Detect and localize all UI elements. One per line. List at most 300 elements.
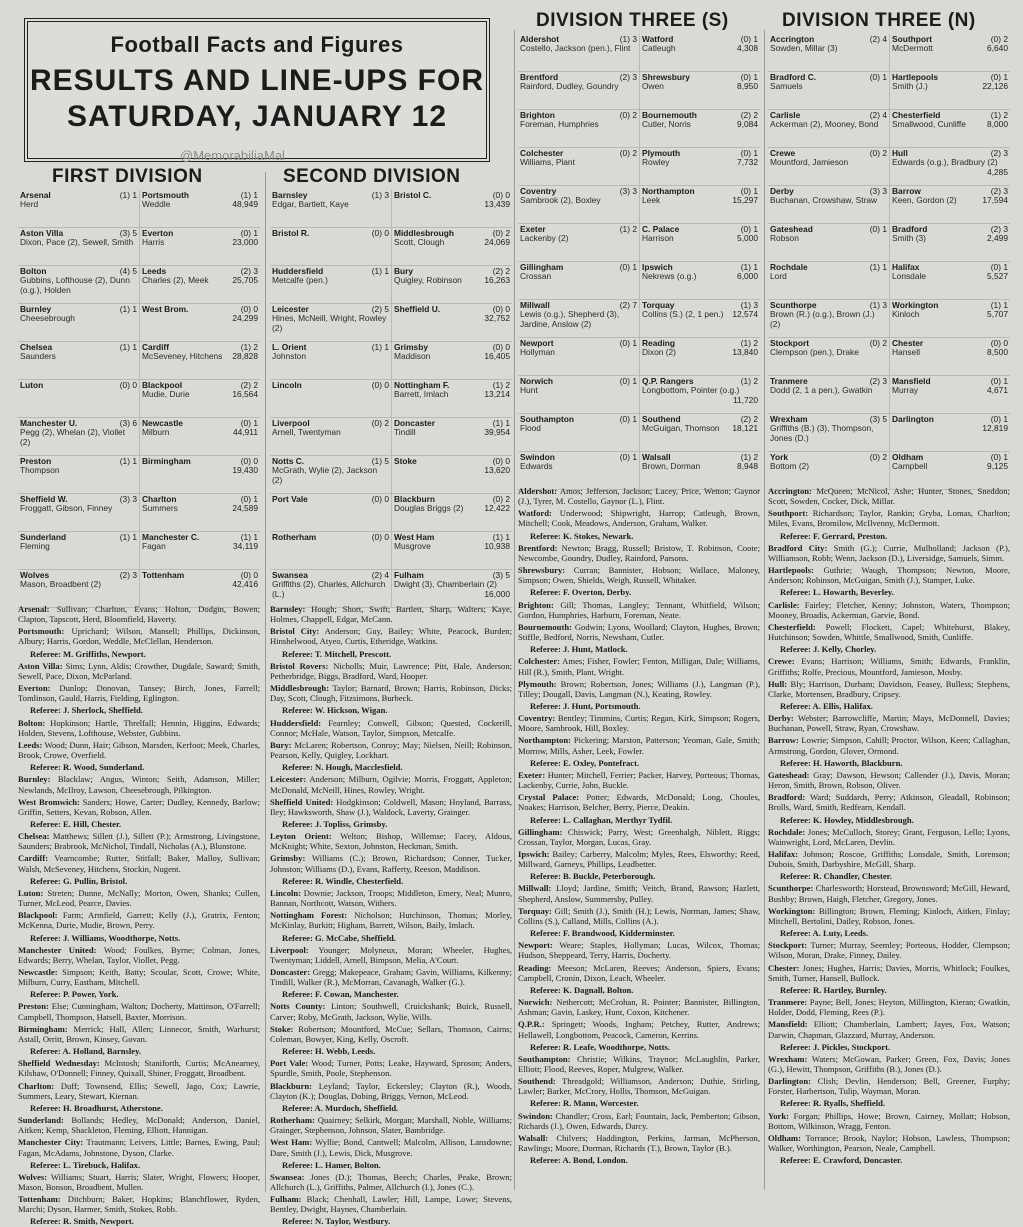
lineup-team: Gateshead: [768, 769, 810, 780]
result-row [270, 532, 512, 570]
result-row [18, 570, 260, 608]
result-row [18, 190, 260, 228]
referee-line: Referee: N. Hough, Macclesfield. [282, 762, 403, 773]
away-score: (0) 1 [990, 414, 1008, 424]
lineup-players: Curran; Bannister, Hobson; Wallace, Maloney, Simpson; Owen, Shields, Weigh, Russell, Whitaker. [518, 565, 760, 586]
lineup-players: Chilvers; Haddington, Perkins, Jarman, McPherson, Rawlings; Moore, Dorman, Richards (T.), Brown, Taylor (B.). [518, 1132, 760, 1154]
referee-line: Referee: K. Stokes, Newark. [530, 530, 634, 541]
home-scorers: Lackenby (2) [520, 233, 569, 244]
header-kicker: Football Facts and Figures [110, 32, 404, 57]
result-row [768, 224, 1010, 262]
referee-line: Referee: A. Ellis, Halifax. [780, 700, 873, 711]
lineup-players: Simpson; Keith, Batty; Scoular, Scott, Crowe; White, Milburn, Curry, Eastham, Mitchell. [18, 967, 260, 988]
lineup-players: Hopkinson; Hartle, Threlfall; Hennin, Higgins, Edwards; Holden, Stevens, Lofthouse, Webster, Gubbins. [18, 717, 260, 738]
third-s-division-lineups [518, 486, 760, 1194]
lineup-team: Swindon: [518, 1110, 553, 1121]
lineup-players: Uprichard; Wilson, Mansell; Phillips, Dickinson, Albury; Harris, Gordon, Weddle, McClellan, Henderson. [18, 626, 260, 647]
away-scorers: Milburn [142, 427, 170, 438]
lineup-team: Q.P.R.: [518, 1019, 545, 1030]
away-team-cell [889, 414, 1010, 451]
away-team-name: Newcastle [142, 418, 183, 428]
second-division-results [270, 190, 512, 600]
home-score: (2) 4 [869, 34, 887, 44]
away-team-cell [889, 148, 1010, 185]
lineup-team: Scunthorpe: [768, 883, 814, 894]
referee-line: Referee: G. Pullin, Bristol. [30, 875, 128, 886]
away-team-cell [391, 380, 512, 417]
lineup-entry [18, 967, 260, 987]
home-team-cell [518, 110, 639, 147]
lineup-team: Wolves: [18, 1171, 48, 1182]
lineup-entry [768, 679, 1010, 699]
lineup-entry [518, 849, 760, 869]
away-team-name: West Ham [394, 532, 435, 542]
lineup-entry [18, 831, 260, 851]
column-rule [265, 172, 266, 1192]
home-score: (1) 1 [119, 532, 137, 542]
away-score: (0) 0 [492, 190, 510, 200]
away-score: (1) 1 [492, 418, 510, 428]
home-scorers: Johnston [272, 351, 306, 362]
lineup-entry [18, 1172, 260, 1192]
home-team-cell [270, 342, 391, 379]
lineup-players: Newton; Bragg, Russell; Bristow, T. Robinson, Coote; Newcombe, Goundry, Dudley, Rainford, Parsons. [518, 542, 760, 563]
lineup-entry [518, 622, 760, 642]
lineup-players: Richardson; Taylor, Rankin; Gryba, Lomas, Charlton; Miles, Evans, Bromilow, McIlvenny, McDermott. [768, 508, 1010, 529]
lineup-players: Weare; Staples, Hollyman; Lucas, Wilcox, Thomas; Hudson, Sheppeard, Terry, Harris, Docherty. [518, 940, 760, 961]
home-team-cell [768, 262, 889, 299]
home-team-cell [18, 380, 139, 417]
away-scorers: Keen, Gordon (2) [892, 195, 957, 206]
home-scorers: McGrath, Wylie (2), Jackson (2) [272, 465, 378, 485]
home-team-cell [518, 224, 639, 261]
result-row [18, 494, 260, 532]
home-team-name: Scunthorpe [770, 300, 817, 310]
lineup-entry [768, 1054, 1010, 1074]
home-scorers: Costello, Jackson (pen.), Flint [520, 43, 631, 54]
away-team-cell [139, 494, 260, 531]
lineup-players: Ditchburn; Baker, Hopkins; Blanchflower, Ryden, Marchi; Dyson, Harmer, Smith, Stokes, Robb. [18, 1194, 260, 1215]
lineup-players: Forgan; Phillips, Howe; Brown, Cairney, Mollatt; Hobson, Bottom, Wilkinson, Wragg, Fenton. [768, 1110, 1010, 1131]
home-scorers: Clempson (pen.), Drake [770, 347, 859, 358]
lineup-entry [518, 600, 760, 620]
away-team-cell [391, 570, 512, 607]
referee-line: Referee: J. Sherlock, Sheffield. [30, 705, 143, 716]
lineup-entry [768, 508, 1010, 528]
away-team-cell [889, 262, 1010, 299]
result-row [768, 414, 1010, 452]
lineup-team: Charlton: [18, 1080, 55, 1091]
lineup-players: Bly; Harrison, Durham; Davidson, Feasey, Bulless; Stephens, Clarke, Mortensen, Bradbury, Cripsey. [768, 678, 1010, 699]
away-team-name: Bradford [892, 224, 928, 234]
lineup-team: Wrexham: [768, 1053, 808, 1064]
lineup-players: McQueen; McNicol, Ashe; Hunter, Stones, Sneddon; Scott, Sowden, Cocker, Dick, Millar. [768, 486, 1010, 507]
home-score: (1) 3 [869, 300, 887, 310]
referee-line: Referee: L. Tirebuck, Halifax. [30, 1159, 141, 1170]
referee-line: Referee: R. Hartley, Burnley. [780, 984, 887, 995]
lineup-players: Payne; Bell, Jones; Heyton, Millington, Kieran; Gwatkin, Holder, Dodd, Fleming, Rees (P.). [768, 997, 1010, 1018]
lineup-players: Ames; Fisher, Fowler; Fenton, Milligan, Dale; Williams, Hill (R.), Smith, Plant, Wright. [518, 656, 760, 677]
away-team-name: Darlington [892, 414, 934, 424]
attendance: 12,819 [982, 423, 1008, 434]
lineup-team: Darlington: [768, 1076, 811, 1087]
lineup-players: Downie; Jackson, Troops; Middleton, Emery, Neal; Munro, Bannan, Northcott, Watson, Withers. [270, 887, 512, 909]
lineup-players: McIntosh; Staniforth, Curtis; McAnearney, Kilshaw, O'Donnell; Finney, Quixall, Shiner, Froggatt, Broadbent. [18, 1058, 260, 1079]
lineup-players: Evans; Harrison; Williams, Smith; Edwards, Franklin, Griffiths; Rolfe, Precious, Mountford, Jamieson, Mosby. [768, 656, 1010, 677]
away-team-cell [391, 266, 512, 303]
lineup-team: Leyton Orient: [270, 831, 332, 842]
lineup-team: Leeds: [18, 739, 43, 750]
referee-line: Referee: L. Howarth, Beverley. [780, 587, 894, 598]
result-row [518, 262, 760, 300]
lineup-team: Everton: [18, 683, 51, 694]
home-score: (2) 3 [869, 376, 887, 386]
home-team-cell [518, 338, 639, 375]
lineup-team: Swansea: [270, 1171, 305, 1182]
away-scorers: Campbell [892, 461, 928, 472]
lineup-team: West Bromwich: [18, 796, 80, 807]
away-team-cell [639, 110, 760, 147]
away-team-name: Bournemouth [642, 110, 697, 120]
away-team-name: Watford [642, 34, 674, 44]
lineup-entry [768, 883, 1010, 903]
away-team-name: Portsmouth [142, 190, 189, 200]
home-scorers: Samuels [770, 81, 803, 92]
home-score: (0) 1 [869, 224, 887, 234]
lineup-players: Brown; Robertson, Jones; Williams (J.), Langman (P.), Tilley; Dougall, Davis, Langman (N.), Keating, Rowley. [518, 678, 760, 699]
lineup-team: Preston: [18, 1001, 49, 1012]
attendance: 7,732 [737, 157, 758, 168]
home-team-name: Derby [770, 186, 794, 196]
home-team-cell [18, 570, 139, 607]
away-scorers: Harrison [642, 233, 674, 244]
third-n-division-lineups [768, 486, 1010, 1194]
lineup-players: Gill; Thomas, Langley; Tennant, Whitfield, Wilson; Gordon, Humphries, Harburn, Foreman, Neate. [518, 599, 760, 620]
home-scorers: Brown (R.) (o.g.), Brown (J.) (2) [770, 309, 875, 329]
away-team-name: Grimsby [394, 342, 428, 352]
home-scorers: Sambrook (2), Boxley [520, 195, 601, 206]
away-team-name: Chesterfield [892, 110, 941, 120]
away-team-name: Birmingham [142, 456, 191, 466]
home-team-cell [768, 34, 889, 71]
away-score: (0) 1 [990, 376, 1008, 386]
home-team-cell [768, 300, 889, 337]
away-score: (0) 0 [240, 304, 258, 314]
third-n-division-title: DIVISION THREE (N) [782, 10, 976, 31]
home-scorers: Hines, McNeill, Wright, Rowley (2) [272, 313, 387, 333]
home-team-name: Swindon [520, 452, 555, 462]
away-score: (2) 3 [240, 266, 258, 276]
away-team-cell [639, 338, 760, 375]
home-team-cell [768, 452, 889, 489]
away-score: (0) 2 [492, 228, 510, 238]
lineup-players: Sanders; Howe, Carter; Dudley, Kennedy, Barlow; Griffin, Setters, Kevan, Robson, Allen. [18, 796, 260, 817]
away-team-cell [139, 532, 260, 569]
lineup-team: Grimsby: [270, 853, 306, 864]
home-team-name: Sunderland [20, 532, 67, 542]
away-score: (1) 1 [740, 262, 758, 272]
referee-line: Referee: P. Power, York. [30, 989, 119, 1000]
away-team-name: Fulham [394, 570, 424, 580]
home-scorers: Herd [20, 199, 39, 210]
away-scorers: Scott, Clough [394, 237, 445, 248]
home-team-cell [18, 532, 139, 569]
away-team-name: Blackburn [394, 494, 435, 504]
attendance: 9,125 [987, 461, 1008, 472]
lineup-team: Aldershot: [518, 486, 558, 496]
home-team-name: Accrington [770, 34, 815, 44]
home-score: (2) 5 [371, 304, 389, 314]
lineup-team: Barnsley: [270, 604, 306, 614]
home-score: (2) 4 [869, 110, 887, 120]
home-team-cell [18, 190, 139, 227]
lineup-players: Hough; Short, Swift; Bartlett, Sharp, Walters; Kaye, Holmes, Chappell, Edgar, McCann. [270, 604, 512, 625]
lineup-team: Huddersfield: [270, 717, 322, 728]
lineup-players: Johnson; Roscoe, Griffiths; Lonsdale, Smith, Lorenson; Dubois, Smith, Darbyshire, McGill, Sharp. [768, 849, 1010, 870]
away-scorers: Lonsdale [892, 271, 926, 282]
away-scorers: Charles (2), Meek [142, 275, 209, 286]
away-team-cell [391, 190, 512, 227]
home-score: (0) 2 [371, 418, 389, 428]
home-scorers: Flood [520, 423, 541, 434]
home-scorers: Froggatt, Gibson, Finney [20, 503, 113, 514]
result-row [518, 376, 760, 414]
lineup-entry [270, 1081, 512, 1101]
referee-line: Referee: R. Mann, Worcester. [530, 1098, 639, 1109]
home-scorers: Ackerman (2), Mooney, Bond [770, 119, 879, 130]
home-team-name: Tranmere [770, 376, 808, 386]
home-scorers: Rainford, Dudley, Goundry [520, 81, 619, 92]
away-team-cell [639, 186, 760, 223]
lineup-players: Billington; Brown, Fleming; Kinloch, Aitken, Finlay; Mitchell, Bertolini, Dailey, Robson, Jones. [768, 905, 1010, 926]
lineup-team: Bristol Rovers: [270, 660, 329, 671]
header-title-line2: SATURDAY, JANUARY 12 [66, 100, 448, 133]
away-scorers: Murray [892, 385, 919, 396]
away-scorers: Dixon (2) [642, 347, 676, 358]
home-team-name: Colchester [520, 148, 564, 158]
result-row [768, 148, 1010, 186]
home-team-name: Wolves [20, 570, 50, 580]
lineup-team: Southport: [768, 508, 809, 519]
attendance: 18,121 [732, 423, 758, 434]
away-team-cell [139, 266, 260, 303]
home-score: (0) 0 [371, 380, 389, 390]
lineup-players: Christie; Wilkins, Traynor; McLaughlin, Parker, Elliott; Flood, Reeves, Roper, Mulgrew, Walker. [518, 1053, 761, 1074]
home-score: (0) 2 [619, 148, 637, 158]
home-scorers: Hollyman [520, 347, 555, 358]
away-scorers: McGuigan, Thomson [642, 423, 720, 434]
away-score: (0) 1 [990, 72, 1008, 82]
lineup-players: Guthrie; Waugh, Thompson; Newton, Moore, Anderson; Robinson, McGuigan, Smith (J.), Stamper, Luke. [768, 565, 1011, 586]
lineup-players: Turner; Murray, Seemley; Porteous, Hodder, Clempson; Wilson, Moran, Drake, Finney, Dailey. [768, 940, 1010, 961]
home-team-cell [518, 262, 639, 299]
lineup-players: Underwood; Shipwright, Harrop; Catleugh, Brown, Mitchell; Cook, Meadows, Anderson, Graham, Walker. [518, 508, 760, 529]
attendance: 16,263 [484, 275, 510, 286]
attendance: 42,416 [232, 579, 258, 590]
lineup-team: Carlisle: [768, 599, 800, 610]
lineup-entry [18, 683, 260, 703]
lineup-team: Luton: [18, 887, 44, 898]
away-score: (0) 1 [990, 262, 1008, 272]
home-scorers: Mason, Broadbent (2) [20, 579, 102, 590]
home-team-name: Norwich [520, 376, 554, 386]
lineup-entry [518, 735, 760, 755]
lineup-entry [768, 963, 1010, 983]
watermark: @MemorabiliaMal [180, 148, 285, 163]
away-team-cell [639, 72, 760, 109]
lineup-team: Chesterfield: [768, 621, 816, 632]
home-scorers: Williams, Plant [520, 157, 575, 168]
referee-line: Referee: N. Taylor, Westbury. [282, 1216, 391, 1227]
result-row [768, 300, 1010, 338]
attendance: 5,000 [737, 233, 758, 244]
lineup-entry [518, 508, 760, 528]
away-team-name: C. Palace [642, 224, 680, 234]
attendance: 5,707 [987, 309, 1008, 320]
lineup-entry [518, 940, 760, 960]
home-team-name: Port Vale [272, 494, 308, 504]
home-team-name: Newport [520, 338, 554, 348]
lineup-entry [518, 792, 760, 812]
home-team-cell [270, 532, 391, 569]
referee-line: Referee: A. Luty, Leeds. [780, 928, 869, 939]
away-scorers: Smith (3) [892, 233, 926, 244]
home-scorers: Lewis (o.g.), Shepherd (3), Jardine, Anslow (2) [520, 309, 620, 329]
lineup-players: Gregg; Makepeace, Graham; Gavin, Williams, Kilkenny; Tindill, Walker (R.), McMorran, Cavanagh, Walker (G.). [270, 967, 512, 988]
lineup-team: Notts County: [270, 1001, 326, 1012]
lineup-team: York: [768, 1110, 790, 1121]
lineup-entry [768, 849, 1010, 869]
lineup-team: Bury: [270, 739, 292, 750]
lineup-team: Norwich: [518, 997, 553, 1008]
home-score: (0) 0 [371, 494, 389, 504]
away-team-cell [391, 304, 512, 341]
away-score: (0) 1 [740, 148, 758, 158]
away-score: (1) 1 [240, 532, 258, 542]
referee-line: Referee: W. Hickson, Wigan. [282, 705, 388, 716]
away-team-name: Hull [892, 148, 908, 158]
result-row [18, 266, 260, 304]
home-team-cell [518, 414, 639, 451]
lineup-players: Amos; Jefferson, Jackson; Lacey, Price, Wetton; Gaynor (J.), Tyrer, M. Costello, Gaynor (L.), Flint. [518, 486, 760, 507]
home-team-cell [18, 456, 139, 493]
lineup-team: Rochdale: [768, 826, 806, 837]
away-team-name: Q.P. Rangers [642, 376, 694, 386]
home-scorers: Pegg (2), Whelan (2), Viollet (2) [20, 427, 126, 447]
result-row [18, 456, 260, 494]
referee-line: Referee: J. Topliss, Grimsby. [282, 818, 388, 829]
home-score: (2) 4 [371, 570, 389, 580]
lineup-players: Elliott; Chamberlain, Lambert; Jayes, Fox, Watson; Darwin, Chapman, Glazzard, Murray, Anderson. [768, 1019, 1010, 1040]
lineup-team: Portsmouth: [18, 626, 65, 637]
second-division-lineups [270, 604, 513, 1227]
referee-line: Referee: A. Murdoch, Sheffield. [282, 1102, 399, 1113]
away-score: (0) 0 [492, 304, 510, 314]
away-team-name: Hartlepools [892, 72, 939, 82]
second-division-title: SECOND DIVISION [283, 166, 461, 187]
home-score: (1) 3 [619, 34, 637, 44]
lineup-players: Smith (G.); Currie, Mulholland; Jackson (P.), Williamson, Robb; Wenn, Jackson (D.), Liversidge, Samuels, Simm. [768, 542, 1010, 563]
home-score: (1) 1 [119, 342, 137, 352]
lineup-team: Chester: [768, 962, 800, 973]
lineup-entry [270, 1137, 512, 1157]
away-team-cell [639, 262, 760, 299]
away-score: (2) 2 [492, 266, 510, 276]
home-score: (0) 2 [869, 452, 887, 462]
home-team-cell [768, 414, 889, 451]
lineup-players: Nicholson; Hutchinson, Thomas; Morley, McKinlay, Burkitt; Higham, Barrett, Wilson, Baily, Imlach. [270, 910, 512, 931]
lineup-team: Crystal Palace: [518, 792, 580, 803]
lineup-players: Nethercott; McCrohan, R. Pointer; Bannister, Billington, Ashman; Gavin, Laskey, Hunt, Coxon, Kitchener. [518, 997, 760, 1018]
away-team-cell [139, 190, 260, 227]
home-team-cell [18, 342, 139, 379]
lineup-players: Blacklaw; Angus, Winton; Seith, Adamson, Miller; Newlands, McIlroy, Lawson, Cheesebrough, Pilkington. [18, 774, 260, 795]
home-scorers: Gubbins, Lofthouse (2), Dunn (o.g.), Holden [20, 275, 130, 295]
home-team-cell [270, 266, 391, 303]
home-score: (0) 1 [619, 414, 637, 424]
attendance: 39,954 [484, 427, 510, 438]
result-row [518, 452, 760, 490]
lineup-team: Coventry: [518, 713, 556, 724]
lineup-entry [18, 774, 260, 794]
home-team-name: Aston Villa [20, 228, 64, 238]
home-score: (0) 2 [869, 338, 887, 348]
lineup-players: Meeson; McLaren, Reeves; Anderson, Spiers, Evans; Campbell, Cronin, Dixon, Leach, Wheeler. [518, 962, 760, 983]
lineup-team: Middlesbrough: [270, 683, 330, 694]
lineup-entry [768, 735, 1010, 755]
lineup-entry [18, 718, 260, 738]
lineup-players: Leyland; Taylor, Eckersley; Clayton (R.), Woods, Clayton (K.); Douglas, Dobing, Briggs, Vernon, McLeod. [270, 1080, 512, 1101]
attendance: 24,069 [484, 237, 510, 248]
away-team-cell [639, 224, 760, 261]
away-team-name: Mansfield [892, 376, 931, 386]
lineup-entry [270, 853, 512, 873]
lineup-entry [18, 1115, 260, 1135]
result-row [270, 456, 512, 494]
away-team-cell [139, 304, 260, 341]
attendance: 13,620 [484, 465, 510, 476]
lineup-team: Hartlepools: [768, 565, 814, 576]
home-scorers: Dodd (2, 1 a pen.), Gwatkin [770, 385, 873, 396]
home-scorers: Robson [770, 233, 799, 244]
attendance: 48,949 [232, 199, 258, 210]
attendance: 15,297 [732, 195, 758, 206]
away-scorers: Smallwood, Cunliffe [892, 119, 966, 130]
attendance: 2,499 [987, 233, 1008, 244]
home-team-cell [270, 228, 391, 265]
result-row [518, 186, 760, 224]
referee-line: Referee: K. Howley, Middlesbrough. [780, 814, 914, 825]
away-scorers: Summers [142, 503, 178, 514]
away-team-cell [889, 72, 1010, 109]
referee-line: Referee: F. Overton, Derby. [530, 587, 632, 598]
home-team-name: Arsenal [20, 190, 51, 200]
away-team-name: Southport [892, 34, 933, 44]
result-row [518, 224, 760, 262]
header-box [24, 18, 490, 162]
lineup-players: Ward; Suddards, Perry; Atkinson, Gleadall, Robinson; Brolls, Ward, Smith, Redfearn, Kendall. [768, 792, 1010, 813]
home-score: (3) 3 [619, 186, 637, 196]
attendance: 16,564 [232, 389, 258, 400]
lineup-entry [518, 906, 760, 926]
third-n-division-results [768, 34, 1010, 482]
result-row [270, 570, 512, 608]
home-team-name: Wrexham [770, 414, 808, 424]
lineup-team: Watford: [518, 508, 552, 519]
home-team-name: Crewe [770, 148, 796, 158]
lineup-entry [18, 661, 260, 681]
lineup-players: Anderson; Guy, Bailey; White, Peacock, Burden; Hinshelwood, Atyeo, Curtis, Etheridge, Watkins. [270, 626, 512, 647]
